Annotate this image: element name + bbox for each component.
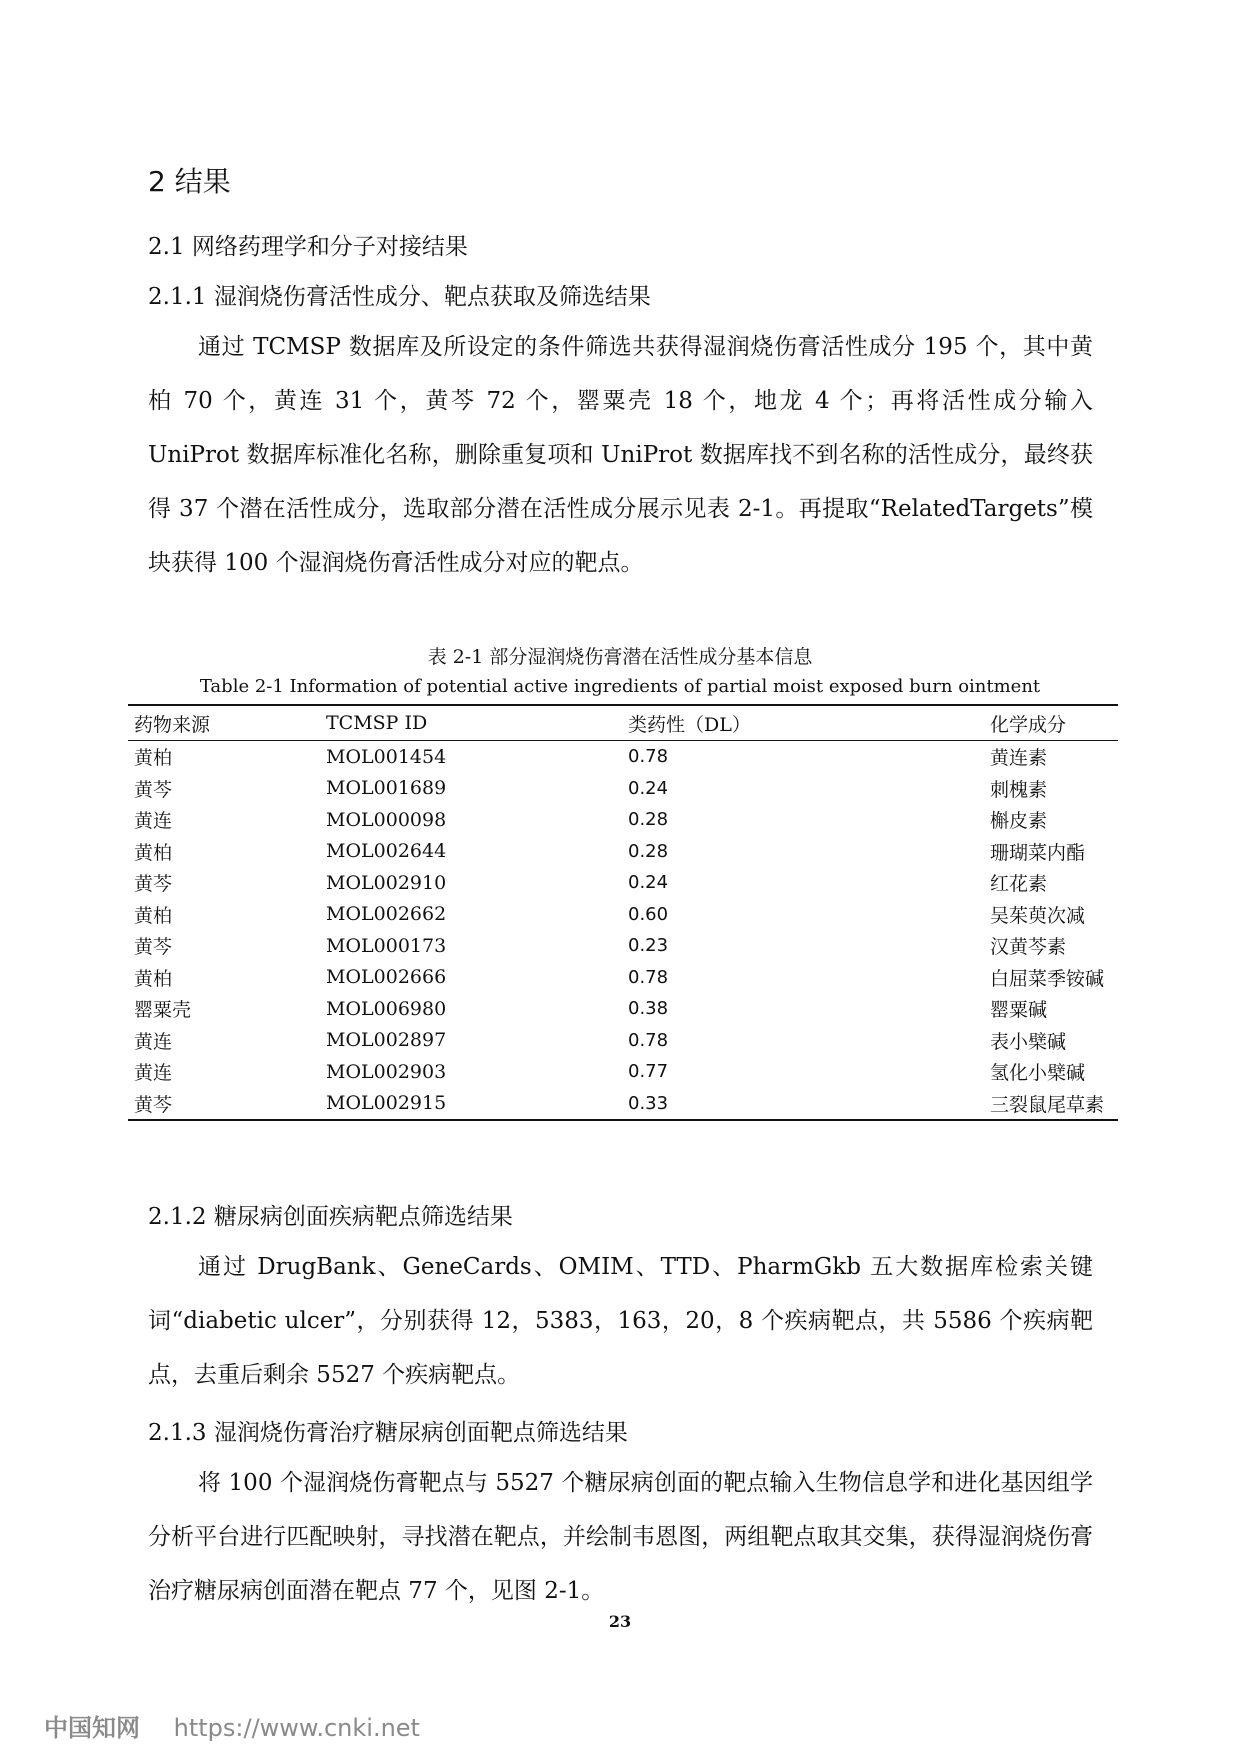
table-caption-cn: 表 2-1 部分湿润烧伤膏潜在活性成分基本信息 (427, 646, 813, 668)
cell-source: 黄芩 (134, 1093, 173, 1116)
cell-source: 黄柏 (134, 841, 173, 864)
table-row (128, 962, 1118, 994)
paragraph-2: 通过 DrugBank、GeneCards、OMIM、TTD、PharmGkb 五大数据库检索关键词“diabetic ulcer”，分别获得 12，5383，163，20，8 个疾病靶点，共 5586 个疾病靶点，去重后剩余 5527 个疾病靶点。 (148, 1254, 1093, 1388)
section-heading-2-1-1: 2.1.1 湿润烧伤膏活性成分、靶点获取及筛选结果 (148, 284, 651, 310)
table-caption-en: Table 2-1 Information of potential active ingredients of partial moist exposed burn ointment (199, 676, 1041, 697)
footer-watermark (44, 1708, 420, 1743)
cell-tcmsp-id: MOL002915 (326, 1092, 447, 1115)
cell-dl: 0.28 (628, 840, 669, 862)
table-row (128, 836, 1118, 868)
table-row (128, 899, 1118, 931)
cell-compound: 汉黄芩素 (990, 936, 1067, 959)
cell-tcmsp-id: MOL002662 (326, 903, 447, 926)
cell-dl: 0.38 (628, 998, 669, 1020)
cell-dl: 0.78 (628, 966, 669, 988)
cell-source: 罂粟壳 (134, 999, 192, 1022)
section-heading-2-1: 2.1 网络药理学和分子对接结果 (148, 234, 468, 260)
table-row (128, 993, 1118, 1025)
cell-source: 黄柏 (134, 904, 173, 927)
section-heading-2-1-2: 2.1.2 糖尿病创面疾病靶点筛选结果 (148, 1204, 513, 1230)
cell-dl: 0.78 (628, 746, 669, 768)
cell-compound: 氢化小檗碱 (990, 1062, 1086, 1085)
cell-compound: 红花素 (990, 873, 1048, 896)
cell-dl: 0.78 (628, 1029, 669, 1051)
table-row (128, 930, 1118, 962)
cell-dl: 0.60 (628, 903, 669, 925)
table-row (128, 773, 1118, 805)
cell-source: 黄连 (134, 810, 173, 833)
cell-tcmsp-id: MOL002644 (326, 840, 447, 863)
cell-compound: 三裂鼠尾草素 (990, 1093, 1105, 1116)
table-row (128, 1056, 1118, 1088)
cell-compound: 罂粟碱 (990, 999, 1048, 1022)
table-row (128, 741, 1118, 773)
cell-dl: 0.23 (628, 935, 669, 957)
table-row (128, 1088, 1118, 1121)
cell-tcmsp-id: MOL002910 (326, 871, 447, 894)
cell-compound: 黄连素 (990, 747, 1048, 770)
cell-tcmsp-id: MOL001689 (326, 777, 447, 800)
cell-source: 黄芩 (134, 778, 173, 801)
page-number: 23 (608, 1612, 632, 1631)
cell-tcmsp-id: MOL006980 (326, 997, 447, 1020)
cell-compound: 槲皮素 (990, 810, 1048, 833)
cell-source: 黄柏 (134, 967, 173, 990)
cell-tcmsp-id: MOL002903 (326, 1060, 447, 1083)
cell-source: 黄连 (134, 1030, 173, 1053)
cell-tcmsp-id: MOL000098 (326, 808, 447, 831)
cell-source: 黄芩 (134, 873, 173, 896)
cell-source: 黄柏 (134, 747, 173, 770)
ingredients-table (128, 704, 1118, 1121)
section-heading-2-1-3: 2.1.3 湿润烧伤膏治疗糖尿病创面靶点筛选结果 (148, 1420, 628, 1446)
table-row (128, 867, 1118, 899)
header-tcmsp-id: TCMSP ID (326, 712, 428, 734)
cell-source: 黄芩 (134, 936, 173, 959)
table-row (128, 804, 1118, 836)
header-compound: 化学成分 (990, 713, 1067, 736)
cell-dl: 0.24 (628, 872, 669, 894)
cell-dl: 0.24 (628, 777, 669, 799)
cell-compound: 吴茱萸次减 (990, 904, 1086, 927)
cnki-logo: 中国知网 (44, 1714, 140, 1742)
cell-source: 黄连 (134, 1062, 173, 1085)
table-row (128, 1025, 1118, 1057)
footer-url[interactable]: https://www.cnki.net (173, 1714, 420, 1742)
cell-compound: 白屈菜季铵碱 (990, 967, 1105, 990)
cell-dl: 0.28 (628, 809, 669, 831)
paragraph-3: 将 100 个湿润烧伤膏靶点与 5527 个糖尿病创面的靶点输入生物信息学和进化基因组学分析平台进行匹配映射，寻找潜在靶点，并绘制韦恩图，两组靶点取其交集，获得湿润烧伤膏治疗糖尿病创面潜在靶点 77 个，见图 2-1。 (148, 1470, 1093, 1604)
cell-compound: 表小檗碱 (990, 1030, 1067, 1053)
cell-tcmsp-id: MOL002666 (326, 966, 447, 989)
chapter-heading: 2 结果 (148, 165, 231, 198)
cell-dl: 0.77 (628, 1061, 669, 1083)
header-source: 药物来源 (134, 713, 211, 736)
cell-tcmsp-id: MOL001454 (326, 745, 447, 768)
cell-compound: 刺槐素 (990, 778, 1048, 801)
header-dl: 类药性（DL） (628, 713, 751, 736)
cell-dl: 0.33 (628, 1092, 669, 1114)
table-header-row (128, 705, 1118, 741)
paragraph-1: 通过 TCMSP 数据库及所设定的条件筛选共获得湿润烧伤膏活性成分 195 个，其中黄柏 70 个，黄连 31 个，黄芩 72 个，罂粟壳 18 个，地龙 4 个；再将活性成分输入 UniProt 数据库标准化名称，删除重复项和 UniProt 数据库找不到名称的活性成分，最终获得 37 个潜在活性成分，选取部分潜在活性成分展示见表 2-1。再提取“RelatedTargets”模块获得 100 个湿润烧伤膏活性成分对应的靶点。 (148, 334, 1093, 576)
cell-compound: 珊瑚菜内酯 (990, 841, 1086, 864)
cell-tcmsp-id: MOL002897 (326, 1029, 447, 1052)
cell-tcmsp-id: MOL000173 (326, 934, 447, 957)
